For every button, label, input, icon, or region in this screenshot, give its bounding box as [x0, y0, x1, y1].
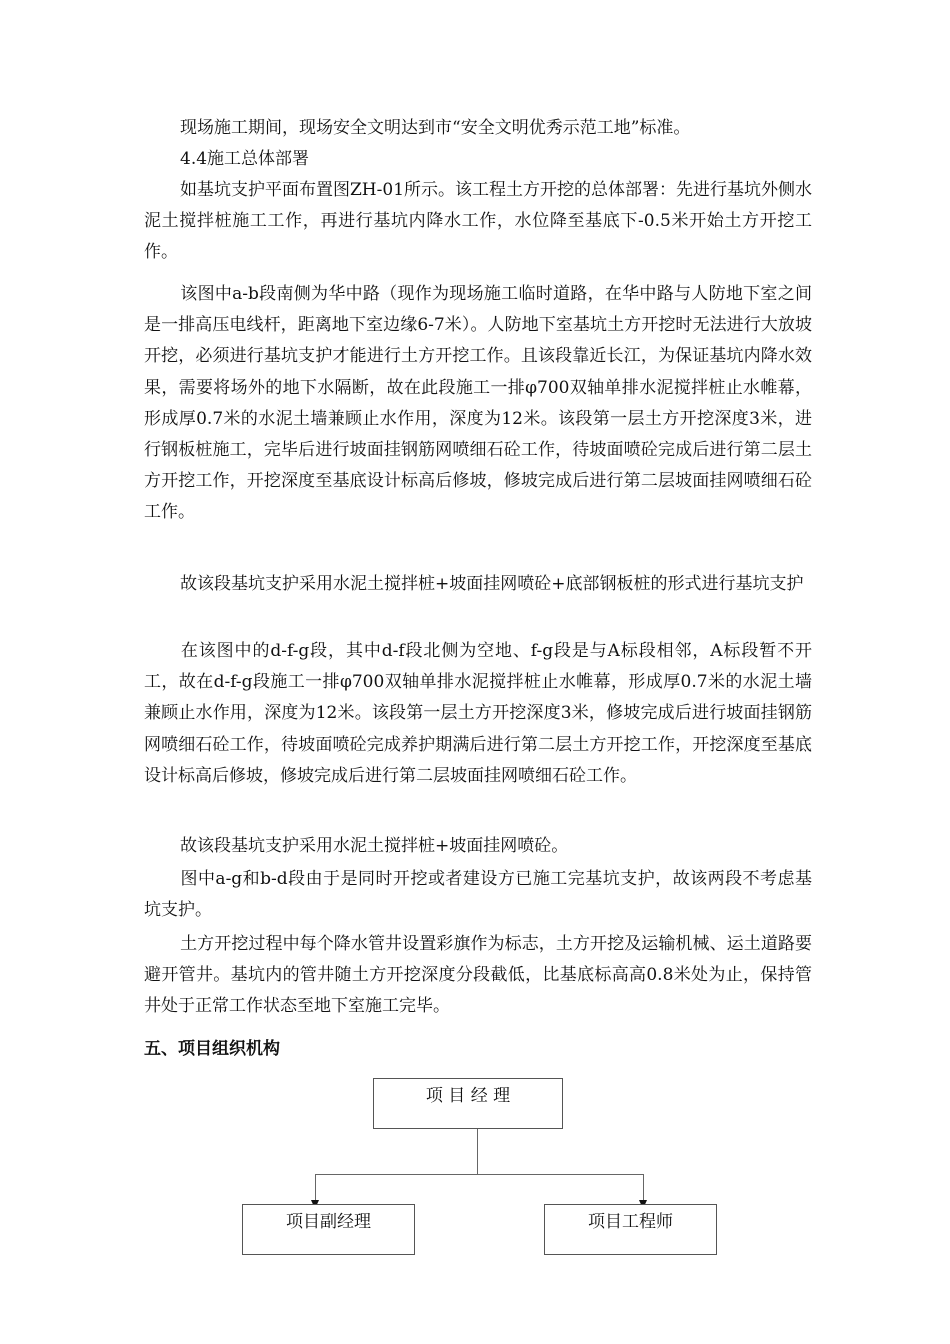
org-box-project-manager [373, 1078, 563, 1129]
org-label-project-engineer: 项目工程师 [588, 1212, 673, 1232]
org-label-deputy-manager: 项目副经理 [286, 1212, 371, 1232]
paragraph-3: 该图中a-b段南侧为华中路（现作为现场施工临时道路，在华中路与人防地下室之间是一排高压电线杆，距离地下室边缘6-7米）。人防地下室基坑土方开挖时无法进行大放坡开挖，必须进行基坑支护才能进行土方开挖工作。且该段靠近长江，为保证基坑内降水效果，需要将场外的地下水隔断，故在此段施工一排φ700双轴单排水泥搅拌桩止水帷幕，形成厚0.7米的水泥土墙兼顾止水作用，深度为12米。该段第一层土方开挖深度3米，进行钢板桩施工，完毕后进行坡面挂钢筋网喷细石砼工作，待坡面喷砼完成后进行第二层土方开挖工作，开挖深度至基底设计标高后修坡，修坡完成后进行第二层坡面挂网喷细石砼工作。 [144, 284, 812, 523]
paragraph-5: 在该图中的d-f-g段，其中d-f段北侧为空地、f-g段是与A标段相邻，A标段暂不开工，故在d-f-g段施工一排φ700双轴单排水泥搅拌桩止水帷幕，形成厚0.7米的水泥土墙兼顾止水作用，深度为12米。该段第一层土方开挖深度3米，修坡完成后进行坡面挂钢筋网喷细石砼工作，待坡面喷砼完成养护期满后进行第二层土方开挖工作，开挖深度至基底设计标高后修坡，修坡完成后进行第二层坡面挂网喷细石砼工作。 [144, 641, 812, 786]
org-label-project-manager: 项 目 经 理 [425, 1086, 511, 1106]
connector-vertical [477, 1129, 478, 1174]
paragraph-8: 土方开挖过程中每个降水管井设置彩旗作为标志，土方开挖及运输机械、运土道路要避开管井。基坑内的管井随土方开挖深度分段截低，比基底标高高0.8米处为止，保持管井处于正常工作状态至地下室施工完毕。 [144, 934, 812, 1017]
connector-horizontal [315, 1174, 643, 1175]
paragraph-7: 图中a-g和b-d段由于是同时开挖或者建设方已施工完基坑支护，故该两段不考虑基坑支护。 [144, 869, 812, 921]
connector-right [643, 1174, 644, 1202]
paragraph-6: 故该段基坑支护采用水泥土搅拌桩+坡面挂网喷砼。 [180, 836, 569, 856]
org-box-deputy-manager [242, 1204, 415, 1255]
section-heading: 五、项目组织机构 [144, 1039, 280, 1059]
paragraph-4: 故该段基坑支护采用水泥土搅拌桩+坡面挂网喷砼+底部钢板桩的形式进行基坑支护 [180, 574, 804, 594]
subsection-title-4-4: 4.4施工总体部署 [180, 149, 310, 169]
org-box-project-engineer [544, 1204, 717, 1255]
paragraph-1: 现场施工期间，现场安全文明达到市“安全文明优秀示范工地”标准。 [180, 118, 691, 138]
connector-left [315, 1174, 316, 1202]
paragraph-2: 如基坑支护平面布置图ZH-01所示。该工程土方开挖的总体部署：先进行基坑外侧水泥土搅拌桩施工工作，再进行基坑内降水工作，水位降至基底下-0.5米开始土方开挖工作。 [144, 180, 813, 263]
